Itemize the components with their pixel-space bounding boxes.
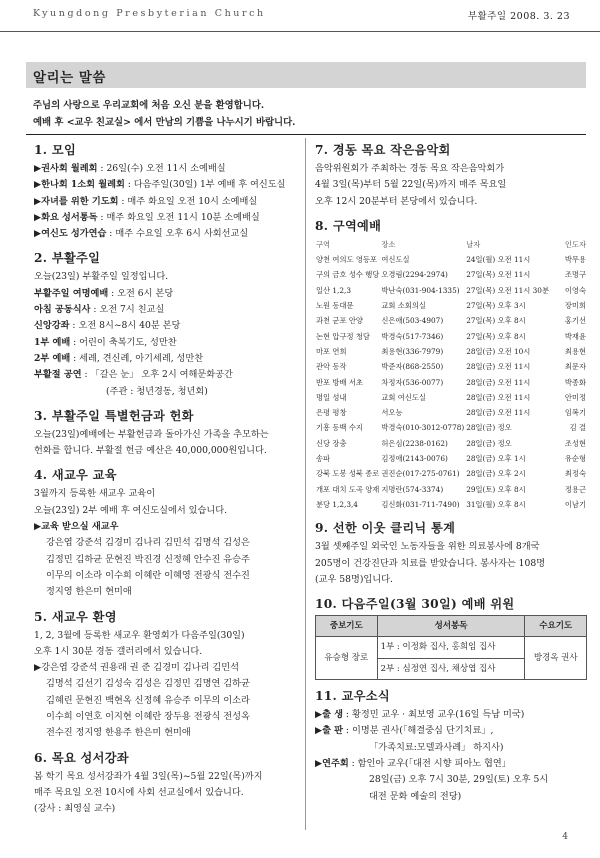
table-cell: 허은심(2238-0162) bbox=[381, 438, 448, 448]
worship-committee-table bbox=[315, 615, 587, 680]
issue-date: 부활주일 2008. 3. 23 bbox=[467, 11, 570, 22]
section-title: 8. 구역예배 bbox=[315, 218, 382, 233]
table-cell: 박재윤 bbox=[564, 331, 586, 341]
table-row bbox=[315, 405, 587, 420]
table-cell: 일산 1,2,3 bbox=[316, 285, 351, 295]
table-row bbox=[315, 482, 587, 497]
text-line: 205명이 건강진단과 치료를 받았습니다. 봉사자는 108명 bbox=[315, 557, 546, 569]
table-row bbox=[315, 420, 587, 435]
text-line: 3월 셋째주일 외국인 노동자들을 위한 의료봉사에 8개국 bbox=[315, 541, 540, 553]
table-cell: 28일(금) 오전 11시 bbox=[466, 377, 531, 387]
table-row bbox=[315, 313, 587, 328]
name-line: 김혜린 문현진 백현옥 신정혜 유승주 이무의 이소라 bbox=[46, 694, 250, 706]
table-cell: 정용근 bbox=[564, 484, 586, 494]
table-cell: 교회 소회의실 bbox=[381, 301, 426, 311]
table-cell: 최용현 bbox=[564, 346, 586, 356]
text-line: 오후 12시 20분부터 본당에서 있습니다. bbox=[315, 195, 478, 207]
table-cell: 28일(금) 오후 1시 bbox=[466, 454, 526, 464]
table-cell: 김정애(2143-0076) bbox=[381, 454, 448, 464]
text-line: 오후 1시 30분 경동 갤러리에서 있습니다. bbox=[34, 645, 203, 657]
table-cell: 박경숙(010-3012-0778) bbox=[381, 423, 465, 433]
table-cell: 지명란(574-3374) bbox=[381, 484, 444, 494]
table-row bbox=[315, 375, 587, 390]
section-title: 2. 부활주일 bbox=[34, 251, 101, 266]
table-row bbox=[315, 359, 587, 374]
list-item: 1부 예배 : 어린이 축복기도, 성만찬 bbox=[34, 336, 177, 348]
notice-banner bbox=[26, 62, 586, 88]
table-row bbox=[315, 329, 587, 344]
column-divider bbox=[305, 138, 306, 830]
list-item: 부활절 공연 : 「갈은 눈」 오후 2시 여해문화공간 bbox=[34, 369, 233, 381]
text-line: 봄 학기 목요 성서강좌가 4월 3일(목)~5월 22일(목)까지 bbox=[34, 770, 263, 782]
table-cell: 유순형 bbox=[564, 454, 586, 464]
table-cell: 권진순(017-275-0761) bbox=[381, 469, 460, 479]
text-line: 오늘(23일) 2부 예배 후 여신도실에서 있습니다. bbox=[34, 504, 228, 516]
table-cell: 서오능 bbox=[381, 408, 403, 418]
table-cell: 28일(금) 오후 2시 bbox=[466, 469, 526, 479]
table-cell: 김 결 bbox=[569, 423, 586, 433]
list-item: ▶출 생 : 황정민 교우 · 최보영 교우(16일 득남 미국) bbox=[315, 709, 525, 721]
left-column bbox=[34, 136, 302, 818]
table-row bbox=[315, 497, 587, 512]
list-item: 신앙강좌 : 오전 8시~8시 40분 본당 bbox=[34, 320, 181, 332]
section-title: 10. 다음주일(3월 30일) 예배 위원 bbox=[315, 597, 515, 612]
table-cell: 마포 연희 bbox=[316, 346, 347, 356]
table-cell: 교회 여신도실 bbox=[381, 392, 426, 402]
table-header: 중보기도 성서봉독 수요기도 bbox=[316, 616, 587, 637]
table-cell: 28일(금) 오전 11시 bbox=[466, 392, 531, 402]
table-cell: 차정자(536-0077) bbox=[381, 377, 444, 387]
list-item: 2부 예배 : 세례, 견신례, 아기세례, 성만찬 bbox=[34, 352, 204, 364]
section-title: 6. 목요 성서강좌 bbox=[34, 750, 129, 765]
table-cell: 박무용 bbox=[564, 255, 586, 265]
list-item: 아침 공동식사 : 오전 7시 친교실 bbox=[34, 304, 165, 316]
table-cell: 강북 도봉 성북 종로 bbox=[316, 469, 380, 479]
table-cell: 29일(토) 오후 8시 bbox=[466, 484, 526, 494]
section-title: 1. 모임 bbox=[34, 143, 77, 157]
table-row bbox=[315, 344, 587, 359]
table-cell: 최정숙 bbox=[564, 469, 586, 479]
table-cell: 27일(목) 오후 8시 bbox=[466, 331, 526, 341]
header-rule bbox=[0, 31, 600, 32]
table-row bbox=[315, 283, 587, 298]
section-title: 5. 새교우 환영 bbox=[34, 609, 117, 624]
name-line: 이수희 이연호 이지현 이혜란 장두용 전광식 전성옥 bbox=[46, 711, 250, 723]
text-line: 3월까지 등록한 새교우 교육이 bbox=[34, 488, 156, 500]
table-cell: 27일(목) 오전 11시 30분 bbox=[466, 285, 550, 295]
table-row bbox=[315, 298, 587, 313]
table-cell: 박준자(868-2550) bbox=[381, 362, 444, 372]
section-title: 9. 선한 이웃 클리닉 통계 bbox=[315, 521, 456, 536]
table-header: 구역 장소 날자 인도자 bbox=[316, 239, 586, 249]
table-row: 2부 : 심정연 집사, 채상엽 집사 bbox=[316, 658, 587, 679]
table-cell: 논현 압구정 청담 bbox=[316, 331, 370, 341]
table-cell: 31일(월) 오후 8시 bbox=[466, 499, 526, 509]
list-item: ▶출 판 : 이명분 권사(「해결중심 단기치료」, bbox=[315, 725, 494, 737]
table-cell: 박난숙(031-904-1335) bbox=[381, 285, 460, 295]
text-line: 음악위원회가 주최하는 경동 목요 작은음악회가 bbox=[315, 163, 505, 174]
table-cell: 27일(목) 오후 8시 bbox=[466, 316, 526, 326]
table-cell: 조명구 bbox=[564, 270, 586, 280]
intro-line: 주님의 사랑으로 우리교회에 처음 오신 분을 환영합니다. bbox=[33, 100, 265, 111]
text-line: 1, 2, 3월에 등록한 새교우 환영회가 다음주일(30일) bbox=[34, 629, 245, 641]
table-cell: 이남기 bbox=[564, 499, 586, 509]
table-cell: 조성현 bbox=[564, 438, 586, 448]
table-cell: 여신도실 bbox=[381, 255, 410, 265]
table-cell: 명일 성내 bbox=[316, 392, 347, 402]
table-cell: 24일(월) 오전 11시 bbox=[466, 255, 531, 265]
table-row: 유승형 장로 1부 : 이정화 집사, 홍희임 집사 방경옥 권사 bbox=[316, 637, 587, 658]
text-line: 매주 목요일 오전 10시에 사회 선교실에서 있습니다. bbox=[34, 786, 244, 798]
table-cell: 은평 평창 bbox=[316, 408, 347, 418]
table-cell: 임복기 bbox=[564, 408, 586, 418]
name-line: 김명석 김선기 김성숙 김성은 김정민 김명연 김하균 bbox=[46, 678, 250, 690]
name-line: 전수진 정지영 한용주 한은미 현미애 bbox=[46, 727, 191, 739]
table-cell: 28일(금) 오전 11시 bbox=[466, 408, 531, 418]
table-cell: 최문자 bbox=[564, 362, 586, 372]
text-line: (강사 : 최영실 교수) bbox=[34, 803, 116, 815]
table-row bbox=[315, 451, 587, 466]
list-item: ▶권사회 월례회 : 26일(수) 오전 11시 소예배실 bbox=[34, 163, 226, 174]
table-cell: 기흥 동백 수지 bbox=[316, 423, 363, 433]
table-cell: 관악 동작 bbox=[316, 362, 347, 372]
right-column bbox=[315, 136, 593, 805]
table-cell: 28일(금) 정오 bbox=[466, 438, 512, 448]
table-row bbox=[315, 466, 587, 481]
table-cell: 28일(금) 오전 10시 bbox=[466, 346, 531, 356]
table-cell: 신당 장충 bbox=[316, 438, 347, 448]
name-line: 정지영 한은미 현미애 bbox=[46, 586, 132, 598]
text-line: (교우 58명)입니다. bbox=[315, 573, 393, 585]
table-row bbox=[315, 390, 587, 405]
list-item: ▶연주회 : 함인아 교우(「대전 시향 피아노 협연」 bbox=[315, 757, 511, 769]
table-cell: 28일(금) 오전 11시 bbox=[466, 362, 531, 372]
text-line: 「가족치료:모델과사례」 하지사) bbox=[369, 741, 504, 753]
section-title: 4. 새교우 교육 bbox=[34, 468, 117, 483]
text-line: 대전 문화 예술의 전당) bbox=[369, 790, 462, 802]
table-cell: 반포 방배 서초 bbox=[316, 377, 363, 387]
sub-heading: ▶교육 받으실 새교우 bbox=[34, 521, 119, 533]
section-title: 7. 경동 목요 작은음악회 bbox=[315, 143, 451, 157]
table-row bbox=[315, 252, 587, 267]
intro-rule bbox=[26, 134, 586, 135]
list-item: ▶여신도 성가연습 : 매주 수요일 오후 6시 사회선교실 bbox=[34, 228, 249, 240]
table-cell: 최용현(336-7979) bbox=[381, 346, 444, 356]
table-cell: 개포 대치 도곡 양재 bbox=[316, 484, 380, 494]
name-line: 강은엽 강준석 김경미 김나리 김민석 김명석 김성은 bbox=[46, 537, 250, 549]
table-cell: 양천 여의도 영등포 bbox=[316, 255, 378, 265]
name-line: 이무의 이소라 이수희 이혜란 이혜영 전광식 전수진 bbox=[46, 569, 250, 581]
list-item: 부활주일 여명예배 : 오전 6시 본당 bbox=[34, 287, 174, 299]
table-cell: 장미희 bbox=[564, 301, 586, 311]
table-cell: 안미정 bbox=[564, 392, 586, 402]
intro-text bbox=[33, 97, 295, 131]
list-item: ▶자녀를 위한 기도회 : 매주 화요일 오전 10시 소예배실 bbox=[34, 195, 258, 207]
table-cell: 구의 금호 성수 행당 bbox=[316, 270, 380, 280]
banner-title: 알리는 말씀 bbox=[33, 70, 106, 86]
table-cell: 박경숙(517-7346) bbox=[381, 331, 444, 341]
page-number: 4 bbox=[562, 832, 568, 842]
table-cell: 오경림(2294-2974) bbox=[381, 270, 448, 280]
table-cell: 노원 동대문 bbox=[316, 301, 354, 311]
table-cell: 홍기선 bbox=[564, 316, 586, 326]
section-title: 11. 교우소식 bbox=[315, 689, 390, 704]
table-cell: 이영숙 bbox=[564, 285, 586, 295]
text-line: 4월 3일(목)부터 5월 22일(목)까지 매주 목요일 bbox=[315, 179, 507, 191]
table-cell: 27일(목) 오전 11시 bbox=[466, 270, 531, 280]
table-row bbox=[315, 436, 587, 451]
table-cell: 28일(금) 정오 bbox=[466, 423, 512, 433]
table-cell: 27일(목) 오후 3시 bbox=[466, 301, 526, 311]
text-line: 28일(금) 오후 7시 30분, 29일(토) 오후 5시 bbox=[369, 774, 549, 786]
table-row bbox=[315, 267, 587, 282]
table-cell: 분당 1,2,3,4 bbox=[316, 499, 358, 509]
list-item: ▶한나회 1소회 월례회 : 다음주일(30일) 1부 예배 후 여신도실 bbox=[34, 179, 286, 191]
intro-line: 예배 후 <교우 친교실> 에서 만남의 기쁨을 나누시기 바랍니다. bbox=[33, 117, 296, 128]
text-line: 오늘(23일) 부활주일 일정입니다. bbox=[34, 271, 169, 283]
name-line: 김정민 김하균 문현진 박진경 신정혜 안수진 유승주 bbox=[46, 553, 250, 565]
table-cell: 신은애(503-4907) bbox=[381, 316, 444, 326]
table-cell: 김신화(031-711-7490) bbox=[381, 499, 460, 509]
name-line: ▶강은엽 강준석 권용래 권 준 김경미 김나리 김민석 bbox=[34, 662, 240, 674]
text-line: (주관 : 청년경동, 청년회) bbox=[106, 385, 208, 397]
district-table bbox=[315, 237, 587, 512]
table-cell: 박종화 bbox=[564, 377, 586, 387]
section-title: 3. 부활주일 특별헌금과 헌화 bbox=[34, 408, 194, 423]
text-line: 헌화를 합니다. 부활절 헌금 예산은 40,000,000원입니다. bbox=[34, 445, 267, 457]
church-name: Kyungdong Presbyterian Church bbox=[33, 8, 266, 19]
text-line: 오늘(23일)예배에는 부활헌금과 돌아가신 가족을 추모하는 bbox=[34, 428, 269, 440]
page-header bbox=[33, 8, 570, 24]
table-cell: 송파 bbox=[316, 454, 331, 464]
list-item: ▶화요 성서통독 : 매주 화요일 오전 11시 10분 소예배실 bbox=[34, 211, 260, 223]
table-cell: 과천 군포 안양 bbox=[316, 316, 363, 326]
